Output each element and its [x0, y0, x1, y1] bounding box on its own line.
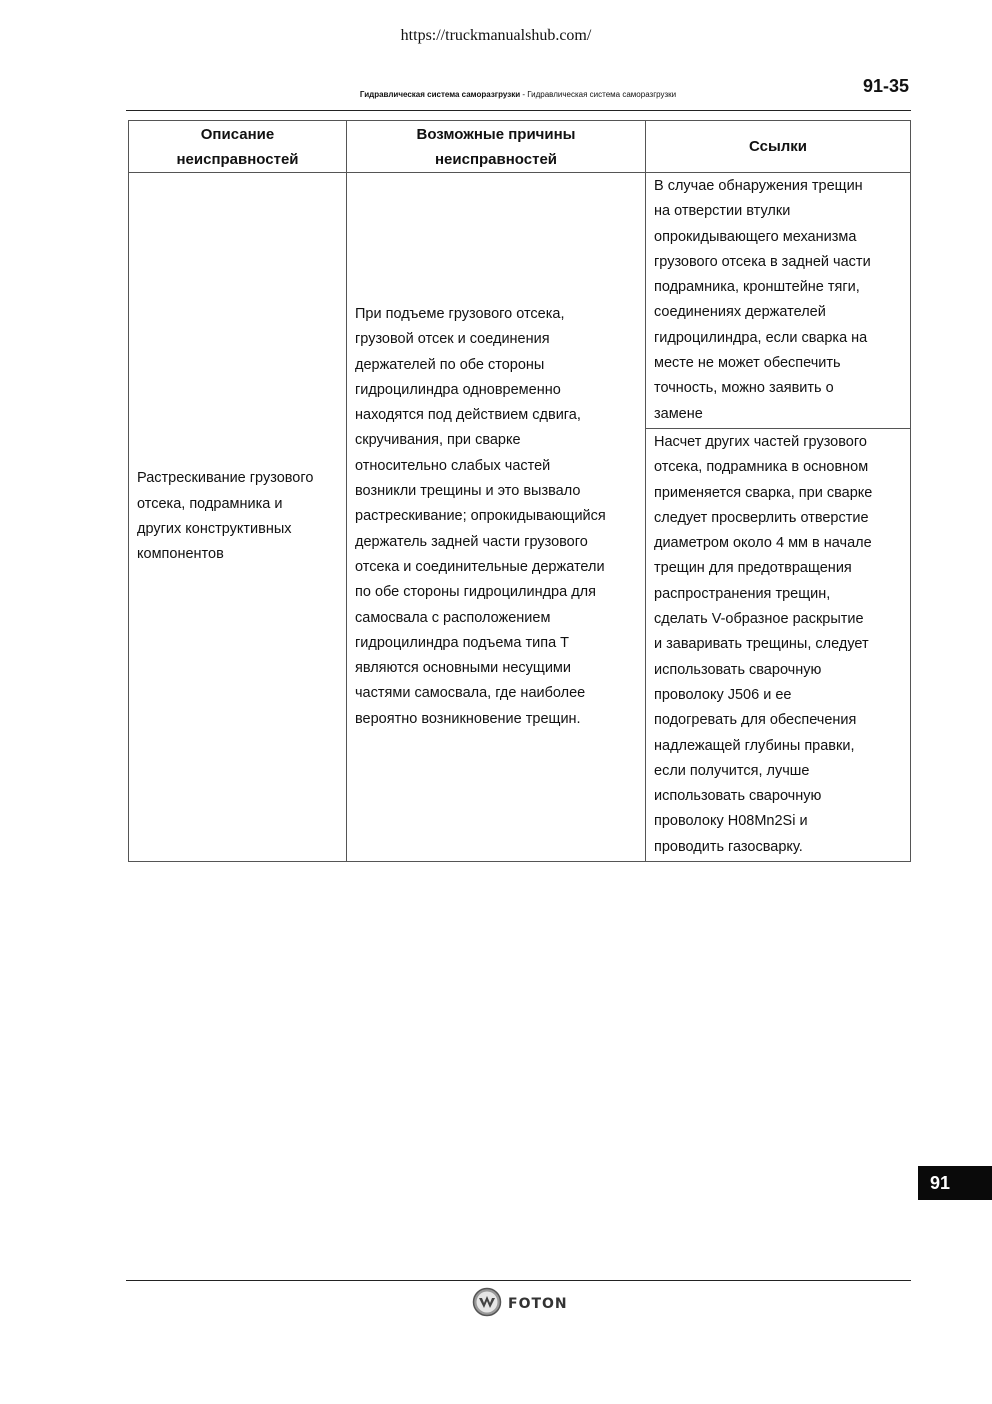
header-title-bold: Гидравлическая система саморазгрузки: [359, 90, 521, 99]
troubleshooting-table: [128, 120, 911, 862]
reference-line: проволоку J506 и ее: [654, 686, 792, 703]
fault-line: компонентов: [137, 546, 224, 563]
cause-line: являются основными несущими: [355, 660, 571, 677]
cause-line: возникли трещины и это вызвало: [355, 483, 581, 500]
header-divider: [126, 110, 911, 111]
column-header-causes-line2: неисправностей: [434, 150, 558, 168]
foton-logo-icon: [472, 1287, 502, 1322]
chapter-tab: 91: [918, 1166, 992, 1200]
fault-line: других конструктивных: [137, 521, 292, 537]
column-header-causes-line1: Возможные причины: [416, 125, 576, 143]
reference-line: проводить газосварку.: [654, 838, 803, 855]
reference-line: Насчет других частей грузового: [654, 433, 867, 450]
reference-line: соединениях держателей: [654, 304, 826, 321]
reference-line: следует просверлить отверстие: [654, 509, 869, 526]
reference-line: отсека, подрамника в основном: [654, 459, 869, 476]
cause-line: держателей по обе стороны: [355, 356, 545, 373]
reference-line: подогревать для обеспечения: [654, 712, 857, 729]
reference-line: если получится, лучше: [654, 762, 810, 779]
running-header: [0, 90, 992, 99]
fault-line: Растрескивание грузового: [137, 470, 314, 487]
reference-line: диаметром около 4 мм в начале: [654, 535, 872, 552]
reference-line: точность, можно заявить о: [654, 380, 834, 397]
header-title-regular: Гидравлическая система саморазгрузки: [527, 90, 677, 99]
cause-line: держатель задней части грузового: [355, 533, 588, 550]
reference-line: сделать V-образное раскрытие: [654, 611, 864, 628]
reference-line: применяется сварка, при сварке: [654, 484, 873, 501]
cause-line: грузовой отсек и соединения: [355, 331, 550, 348]
header-separator: -: [520, 90, 528, 99]
reference-line: использовать сварочную: [654, 661, 822, 678]
foton-wordmark: FOTON: [508, 1296, 568, 1312]
column-header-references: Ссылки: [646, 121, 911, 173]
reference-line: опрокидывающего механизма: [654, 228, 857, 245]
column-header-fault: [129, 121, 347, 173]
reference-line: трещин для предотвращения: [654, 560, 852, 577]
cause-line: гидроцилиндра подъема типа T: [355, 634, 570, 651]
table-row: [129, 173, 911, 429]
cause-line: вероятно возникновение трещин.: [355, 710, 581, 727]
cause-line: гидроцилиндра одновременно: [355, 381, 561, 398]
reference-line: В случае обнаружения трещин: [654, 178, 863, 194]
cause-line: находятся под действием сдвига,: [355, 407, 581, 424]
reference-line: замене: [654, 405, 703, 422]
column-header-fault-line2: неисправностей: [176, 150, 299, 168]
column-header-causes: [347, 121, 646, 173]
reference-cell-2: [646, 428, 911, 861]
reference-line: распространения трещин,: [654, 585, 831, 602]
cause-line: относительно слабых частей: [355, 457, 551, 474]
fault-description-cell: [129, 173, 347, 862]
reference-line: гидроцилиндра, если сварка на: [654, 329, 868, 346]
footer-divider: [126, 1280, 911, 1281]
foton-logo: [472, 1288, 568, 1320]
reference-line: проволоку H08Mn2Si и: [654, 813, 808, 830]
reference-line: грузового отсека в задней части: [654, 253, 871, 270]
source-url[interactable]: https://truckmanualshub.com/: [400, 27, 592, 44]
reference-line: надлежащей глубины правки,: [654, 737, 855, 754]
reference-line: на отверстии втулки: [654, 203, 791, 220]
cause-line: по обе стороны гидроцилиндра для: [355, 584, 596, 601]
reference-line: использовать сварочную: [654, 788, 822, 805]
column-header-fault-line1: Описание: [200, 125, 275, 143]
reference-line: и заваривать трещины, следует: [654, 636, 869, 653]
possible-causes-cell: [347, 173, 646, 862]
cause-line: скручивания, при сварке: [355, 432, 521, 449]
table-header-row: [129, 121, 911, 173]
cause-line: При подъеме грузового отсека,: [355, 305, 565, 322]
cause-line: самосвала с расположением: [355, 609, 551, 626]
cause-line: отсека и соединительные держатели: [355, 558, 605, 575]
page-number: 91-35: [862, 76, 909, 96]
cause-line: частями самосвала, где наиболее: [355, 685, 586, 702]
reference-line: месте не может обеспечить: [654, 355, 841, 372]
cause-line: растрескивание; опрокидывающийся: [355, 508, 606, 525]
fault-line: отсека, подрамника и: [137, 495, 283, 512]
reference-line: подрамника, кронштейне тяги,: [654, 279, 860, 296]
reference-cell-1: [646, 173, 911, 429]
